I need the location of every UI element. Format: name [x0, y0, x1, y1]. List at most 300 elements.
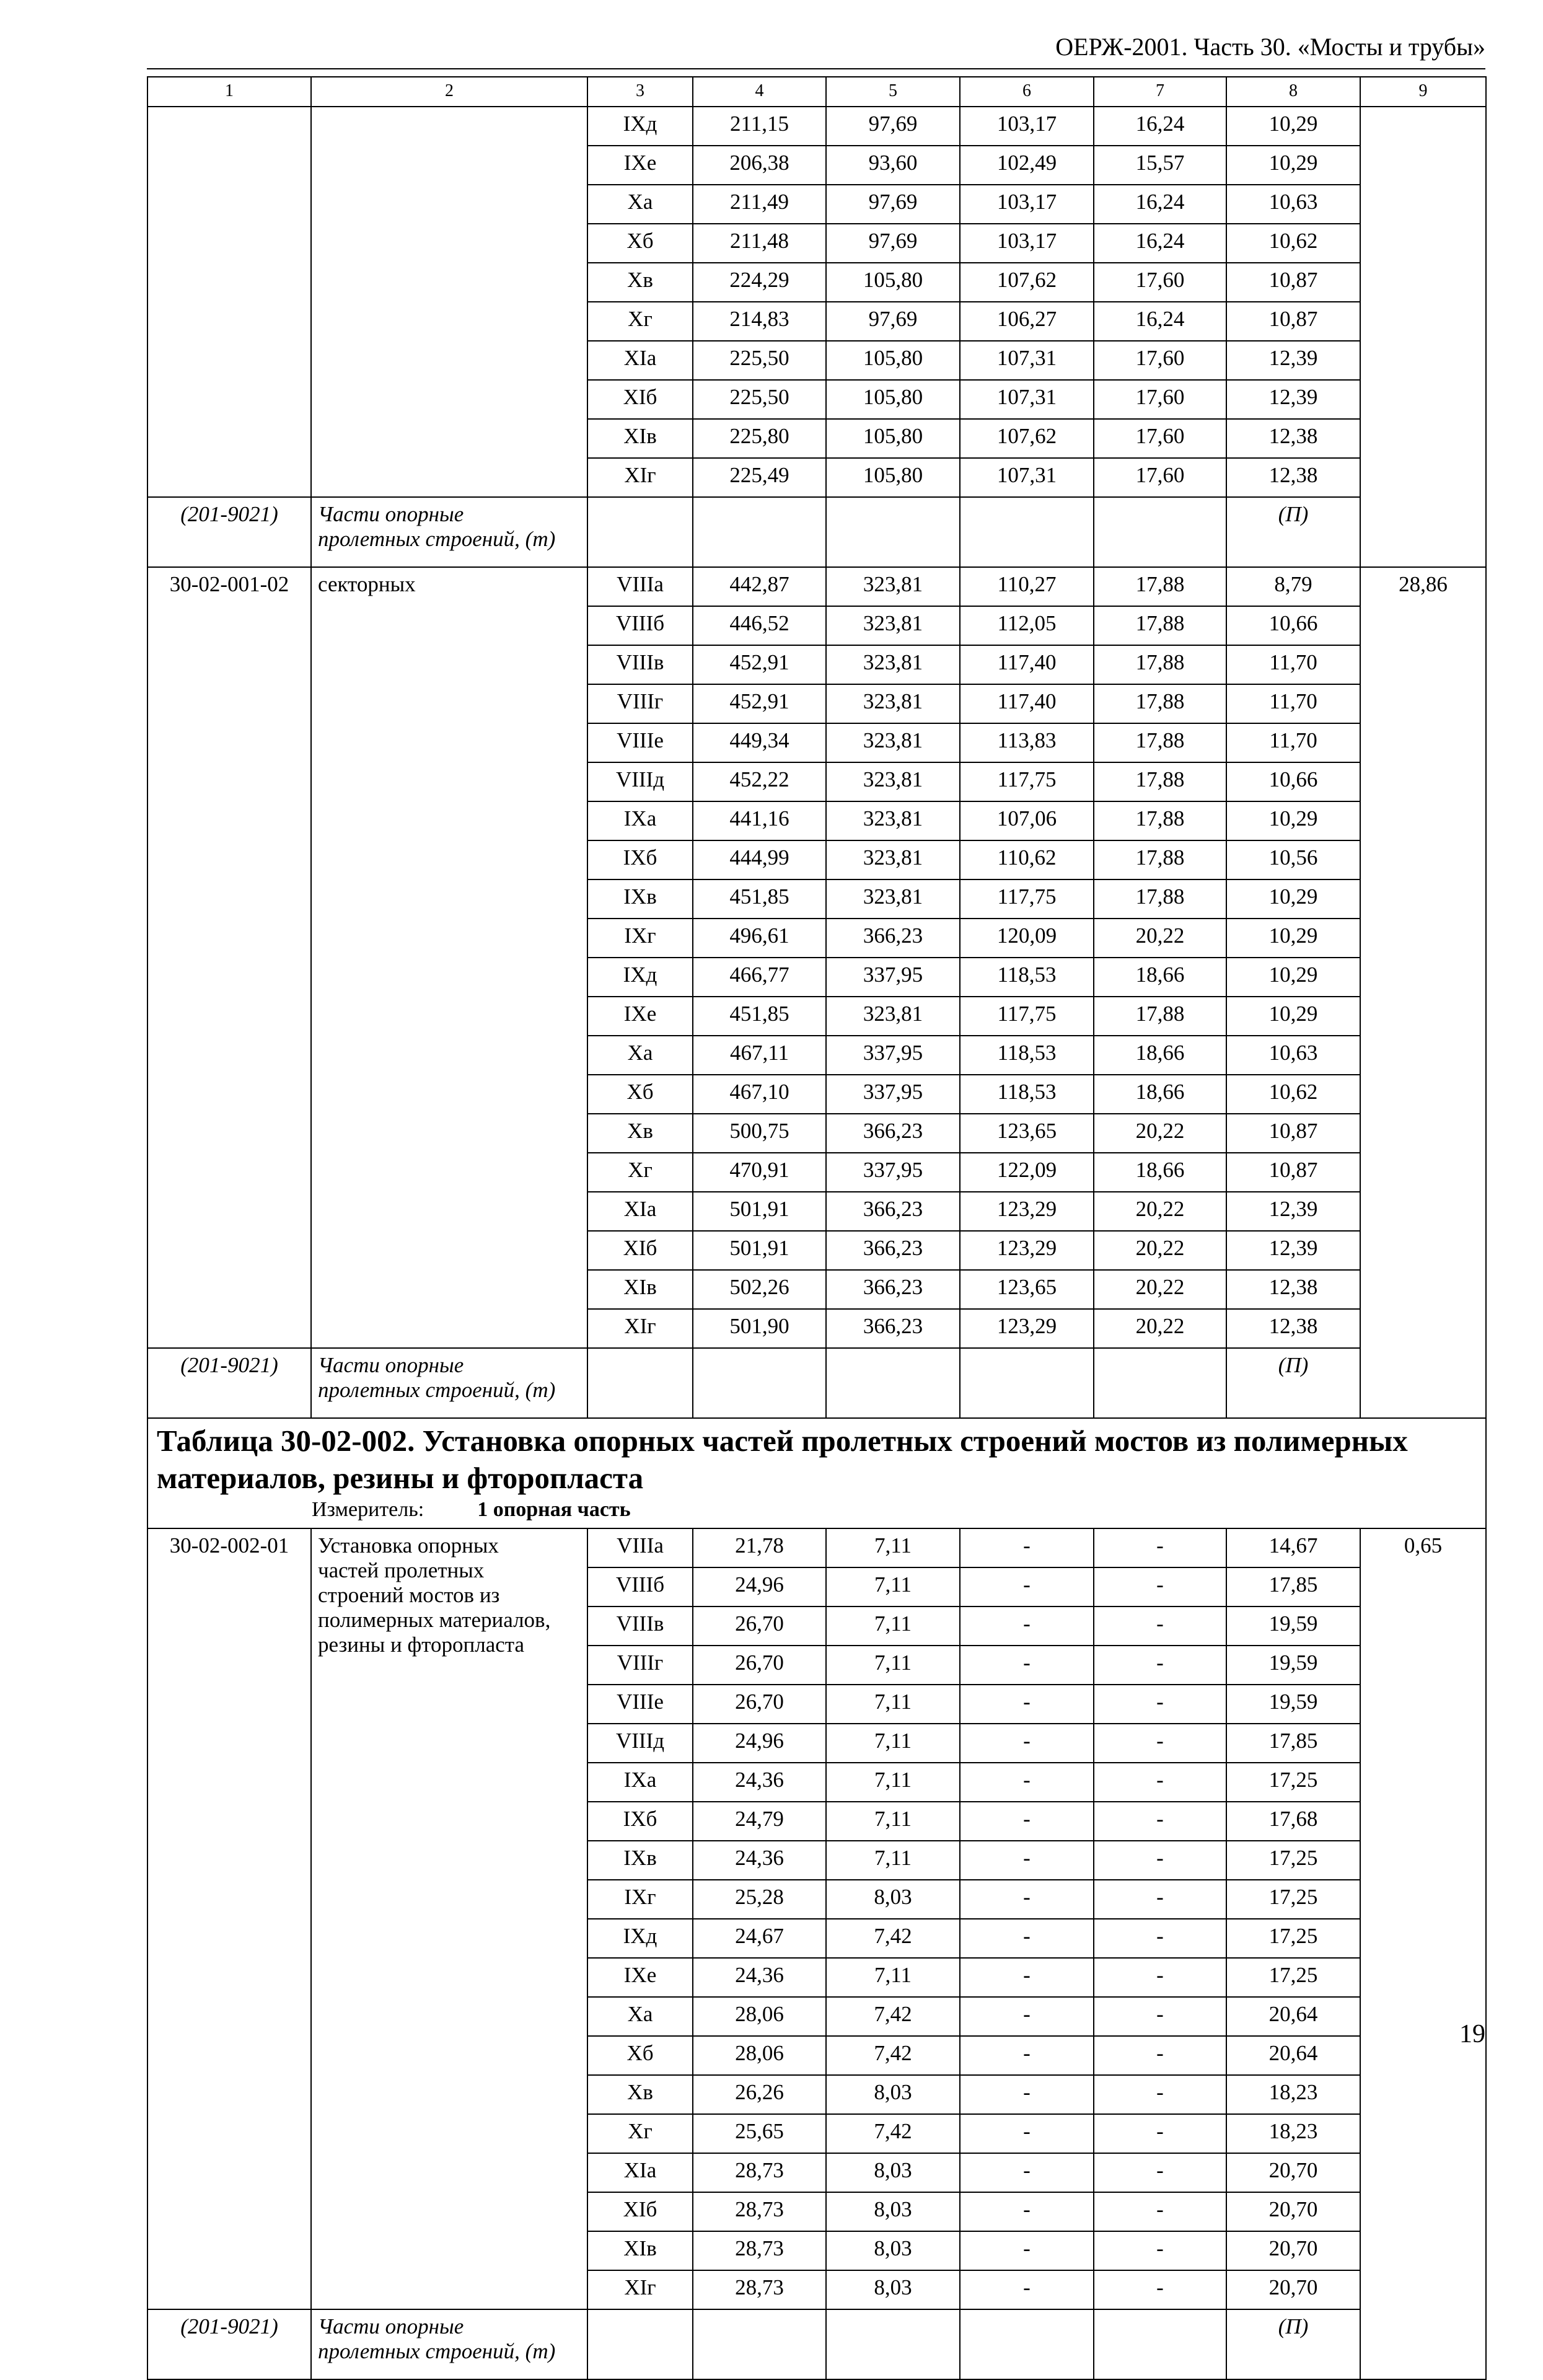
value-cell: 323,81 [826, 840, 960, 879]
footnote-unit-text: (П) [1278, 2314, 1309, 2338]
zone-cell: IXб [587, 1802, 693, 1841]
value-cell: 17,60 [1094, 419, 1226, 458]
labor-cost [1360, 567, 1486, 1418]
zone-cell: IXг [587, 919, 693, 958]
value-cell: 113,83 [960, 723, 1094, 762]
value-cell: 501,90 [693, 1309, 826, 1348]
value-cell: 18,66 [1094, 1036, 1226, 1075]
value-cell: - [960, 1724, 1094, 1763]
value-cell: 19,59 [1226, 1646, 1360, 1685]
zone-cell: IXе [587, 1958, 693, 1997]
value-cell: 12,39 [1226, 1192, 1360, 1231]
footnote-material-line: Части опорные [318, 2314, 464, 2338]
value-cell: 467,10 [693, 1075, 826, 1114]
value-cell: 25,28 [693, 1880, 826, 1919]
value-cell: 225,49 [693, 458, 826, 497]
value-cell: 366,23 [826, 1192, 960, 1231]
value-cell: 7,11 [826, 1724, 960, 1763]
value-cell: 10,29 [1226, 107, 1360, 146]
value-cell: 97,69 [826, 224, 960, 263]
value-cell: - [960, 1685, 1094, 1724]
value-cell: 117,75 [960, 762, 1094, 801]
value-cell: - [960, 1646, 1094, 1685]
value-cell: 323,81 [826, 801, 960, 840]
value-cell: 7,11 [826, 1567, 960, 1606]
zone-cell: XIб [587, 380, 693, 419]
value-cell: 323,81 [826, 762, 960, 801]
value-cell: 18,66 [1094, 958, 1226, 997]
zone-cell: VIIIг [587, 1646, 693, 1685]
value-cell: 10,66 [1226, 762, 1360, 801]
zone-cell: Xв [587, 263, 693, 302]
value-cell: 16,24 [1094, 224, 1226, 263]
zone-cell: Xв [587, 1114, 693, 1153]
value-cell: 225,50 [693, 380, 826, 419]
zone-cell: IXд [587, 958, 693, 997]
value-cell: 7,11 [826, 1528, 960, 1567]
zone-cell: IXе [587, 146, 693, 185]
value-cell: 18,66 [1094, 1153, 1226, 1192]
value-cell: 26,26 [693, 2075, 826, 2114]
value-cell: 20,22 [1094, 919, 1226, 958]
meter-label: Измеритель: [312, 1498, 424, 1521]
zone-cell: XIб [587, 2192, 693, 2231]
value-cell: 8,03 [826, 2192, 960, 2231]
rate-name-text: секторных [318, 572, 416, 596]
value-cell: - [1094, 1880, 1226, 1919]
zone-cell: Xв [587, 2075, 693, 2114]
value-cell: - [960, 2114, 1094, 2153]
value-cell: 110,62 [960, 840, 1094, 879]
footnote-material [311, 497, 587, 567]
labor-cost-text: 0,65 [1404, 1533, 1443, 1558]
value-cell: 26,70 [693, 1685, 826, 1724]
footnote-material-line: пролетных строений, (т) [318, 2339, 556, 2363]
footnote-material [311, 2309, 587, 2379]
value-cell: 7,11 [826, 1685, 960, 1724]
value-cell: 366,23 [826, 1231, 960, 1270]
value-cell: 366,23 [826, 1114, 960, 1153]
value-cell: 26,70 [693, 1606, 826, 1646]
value-cell: 8,03 [826, 1880, 960, 1919]
empty-cell [693, 1348, 826, 1418]
value-cell: 337,95 [826, 1036, 960, 1075]
table-title: Таблица 30-02-002. Установка опорных частей пролетных строений мостов из полимерных материалов, резины и фторопласта [157, 1424, 1408, 1495]
meter-line [157, 1497, 1477, 1523]
value-cell: 501,91 [693, 1192, 826, 1231]
value-cell: - [1094, 1802, 1226, 1841]
value-cell: 105,80 [826, 380, 960, 419]
footnote-row [147, 497, 1486, 567]
value-cell: - [1094, 1724, 1226, 1763]
footnote-code [147, 497, 311, 567]
value-cell: 105,80 [826, 458, 960, 497]
value-cell: 26,70 [693, 1646, 826, 1685]
value-cell: - [960, 2153, 1094, 2192]
header-rule [147, 68, 1485, 69]
value-cell: 123,65 [960, 1270, 1094, 1309]
value-cell: 10,87 [1226, 1114, 1360, 1153]
value-cell: 8,79 [1226, 567, 1360, 606]
rate-name-line: резины и фторопласта [318, 1633, 525, 1657]
value-cell: - [1094, 2114, 1226, 2153]
value-cell: 28,73 [693, 2192, 826, 2231]
value-cell: 17,88 [1094, 723, 1226, 762]
column-number: 1 [147, 77, 311, 107]
zone-cell: XIв [587, 1270, 693, 1309]
rate-code [147, 107, 311, 497]
value-cell: 103,17 [960, 107, 1094, 146]
value-cell: 20,22 [1094, 1231, 1226, 1270]
zone-cell: XIв [587, 419, 693, 458]
value-cell: 10,29 [1226, 958, 1360, 997]
value-cell: 28,06 [693, 1997, 826, 2036]
value-cell: 18,66 [1094, 1075, 1226, 1114]
value-cell: 337,95 [826, 958, 960, 997]
labor-cost-text: 28,86 [1399, 572, 1448, 596]
value-cell: 28,73 [693, 2153, 826, 2192]
footnote-code [147, 2309, 311, 2379]
value-cell: 366,23 [826, 919, 960, 958]
value-cell: 7,11 [826, 1958, 960, 1997]
labor-cost [1360, 1528, 1486, 2379]
value-cell: 225,80 [693, 419, 826, 458]
value-cell: 20,22 [1094, 1192, 1226, 1231]
zone-cell: Xг [587, 302, 693, 341]
zone-cell: Xг [587, 1153, 693, 1192]
value-cell: 18,23 [1226, 2075, 1360, 2114]
zone-cell: VIIIб [587, 606, 693, 645]
value-cell: - [960, 1763, 1094, 1802]
footnote-material-line: пролетных строений, (т) [318, 527, 556, 551]
value-cell: 123,29 [960, 1309, 1094, 1348]
value-cell: 7,11 [826, 1802, 960, 1841]
value-cell: 323,81 [826, 879, 960, 919]
value-cell: 24,36 [693, 1841, 826, 1880]
table-row [147, 1528, 1486, 1567]
value-cell: 7,42 [826, 1919, 960, 1958]
value-cell: 107,31 [960, 458, 1094, 497]
footnote-unit-text: (П) [1278, 1353, 1309, 1377]
value-cell: - [1094, 2270, 1226, 2309]
value-cell: 502,26 [693, 1270, 826, 1309]
value-cell: 10,29 [1226, 997, 1360, 1036]
empty-cell [587, 2309, 693, 2379]
zone-cell: XIв [587, 2231, 693, 2270]
value-cell: 17,85 [1226, 1724, 1360, 1763]
value-cell: 12,38 [1226, 419, 1360, 458]
value-cell: 93,60 [826, 146, 960, 185]
value-cell: 451,85 [693, 879, 826, 919]
value-cell: 102,49 [960, 146, 1094, 185]
column-number: 5 [826, 77, 960, 107]
zone-cell: Xб [587, 2036, 693, 2075]
rate-name [311, 567, 587, 1348]
value-cell: 107,31 [960, 341, 1094, 380]
value-cell: 16,24 [1094, 302, 1226, 341]
value-cell: - [1094, 1997, 1226, 2036]
value-cell: 103,17 [960, 185, 1094, 224]
value-cell: 107,62 [960, 419, 1094, 458]
rate-code-text: 30-02-002-01 [169, 1533, 289, 1558]
value-cell: - [960, 2192, 1094, 2231]
value-cell: 24,96 [693, 1724, 826, 1763]
footnote-material-line: Части опорные [318, 502, 464, 526]
value-cell: 28,06 [693, 2036, 826, 2075]
value-cell: 10,87 [1226, 1153, 1360, 1192]
zone-cell: IXе [587, 997, 693, 1036]
value-cell: 20,22 [1094, 1114, 1226, 1153]
value-cell: 12,39 [1226, 1231, 1360, 1270]
empty-cell [1094, 2309, 1226, 2379]
value-cell: 20,22 [1094, 1270, 1226, 1309]
value-cell: 10,63 [1226, 1036, 1360, 1075]
zone-cell: XIа [587, 1192, 693, 1231]
value-cell: 20,70 [1226, 2192, 1360, 2231]
value-cell: 441,16 [693, 801, 826, 840]
value-cell: 17,88 [1094, 684, 1226, 723]
footnote-unit [1226, 497, 1360, 567]
value-cell: 14,67 [1226, 1528, 1360, 1567]
column-number: 3 [587, 77, 693, 107]
value-cell: 11,70 [1226, 723, 1360, 762]
value-cell: 12,39 [1226, 341, 1360, 380]
value-cell: 17,25 [1226, 1841, 1360, 1880]
value-cell: 117,40 [960, 684, 1094, 723]
value-cell: 107,06 [960, 801, 1094, 840]
value-cell: 10,29 [1226, 879, 1360, 919]
value-cell: 10,29 [1226, 801, 1360, 840]
value-cell: 106,27 [960, 302, 1094, 341]
value-cell: 323,81 [826, 567, 960, 606]
value-cell: - [960, 2231, 1094, 2270]
zone-cell: Xб [587, 224, 693, 263]
value-cell: - [960, 1997, 1094, 2036]
value-cell: - [1094, 1919, 1226, 1958]
value-cell: 211,48 [693, 224, 826, 263]
value-cell: 500,75 [693, 1114, 826, 1153]
value-cell: 496,61 [693, 919, 826, 958]
value-cell: 452,91 [693, 645, 826, 684]
value-cell: 105,80 [826, 341, 960, 380]
value-cell: 18,23 [1226, 2114, 1360, 2153]
value-cell: 105,80 [826, 263, 960, 302]
column-number: 8 [1226, 77, 1360, 107]
value-cell: 211,49 [693, 185, 826, 224]
value-cell: 105,80 [826, 419, 960, 458]
empty-cell [826, 497, 960, 567]
value-cell: 25,65 [693, 2114, 826, 2153]
zone-cell: Xг [587, 2114, 693, 2153]
zone-cell: IXв [587, 879, 693, 919]
value-cell: 28,73 [693, 2231, 826, 2270]
empty-cell [1094, 1348, 1226, 1418]
value-cell: 442,87 [693, 567, 826, 606]
empty-cell [1094, 497, 1226, 567]
value-cell: 17,60 [1094, 380, 1226, 419]
value-cell: 8,03 [826, 2231, 960, 2270]
footnote-code-text: (201-9021) [180, 1353, 278, 1377]
value-cell: - [960, 1802, 1094, 1841]
value-cell: 110,27 [960, 567, 1094, 606]
value-cell: 17,88 [1094, 801, 1226, 840]
value-cell: 366,23 [826, 1309, 960, 1348]
value-cell: 20,70 [1226, 2231, 1360, 2270]
zone-cell: IXа [587, 801, 693, 840]
column-number: 9 [1360, 77, 1486, 107]
value-cell: - [960, 1958, 1094, 1997]
value-cell: 97,69 [826, 302, 960, 341]
value-cell: - [960, 1567, 1094, 1606]
zone-cell: VIIIд [587, 762, 693, 801]
value-cell: 10,56 [1226, 840, 1360, 879]
table-row [147, 107, 1486, 146]
footnote-row [147, 1348, 1486, 1418]
rate-name-line: строений мостов из [318, 1583, 500, 1607]
value-cell: - [1094, 2036, 1226, 2075]
page-number: 19 [1459, 2020, 1485, 2048]
value-cell: 323,81 [826, 606, 960, 645]
zone-cell: XIа [587, 2153, 693, 2192]
zone-cell: Xб [587, 1075, 693, 1114]
value-cell: 17,88 [1094, 606, 1226, 645]
value-cell: 117,40 [960, 645, 1094, 684]
value-cell: - [960, 1841, 1094, 1880]
value-cell: 17,88 [1094, 567, 1226, 606]
value-cell: - [1094, 2075, 1226, 2114]
value-cell: 7,42 [826, 1997, 960, 2036]
zone-cell: IXа [587, 1763, 693, 1802]
value-cell: 16,24 [1094, 185, 1226, 224]
value-cell: 123,29 [960, 1192, 1094, 1231]
column-number: 2 [311, 77, 587, 107]
value-cell: 10,63 [1226, 185, 1360, 224]
value-cell: 10,66 [1226, 606, 1360, 645]
value-cell: - [1094, 1606, 1226, 1646]
footnote-unit [1226, 1348, 1360, 1418]
value-cell: 17,88 [1094, 645, 1226, 684]
value-cell: 444,99 [693, 840, 826, 879]
value-cell: 452,91 [693, 684, 826, 723]
value-cell: 10,87 [1226, 263, 1360, 302]
value-cell: - [1094, 2192, 1226, 2231]
value-cell: 452,22 [693, 762, 826, 801]
value-cell: - [1094, 1567, 1226, 1606]
value-cell: 17,88 [1094, 879, 1226, 919]
value-cell: 20,64 [1226, 1997, 1360, 2036]
footnote-unit-text: (П) [1278, 502, 1309, 526]
zone-cell: VIIIг [587, 684, 693, 723]
zone-cell: IXв [587, 1841, 693, 1880]
value-cell: 28,73 [693, 2270, 826, 2309]
value-cell: 446,52 [693, 606, 826, 645]
value-cell: 10,62 [1226, 1075, 1360, 1114]
zone-cell: XIг [587, 2270, 693, 2309]
rate-code [147, 567, 311, 1348]
page-header: ОЕРЖ-2001. Часть 30. «Мосты и трубы» [1055, 33, 1485, 61]
value-cell: 117,75 [960, 997, 1094, 1036]
meter-value: 1 опорная часть [477, 1498, 631, 1521]
table-row [147, 567, 1486, 606]
value-cell: 501,91 [693, 1231, 826, 1270]
footnote-material [311, 1348, 587, 1418]
value-cell: 224,29 [693, 263, 826, 302]
zone-cell: IXд [587, 107, 693, 146]
value-cell: 470,91 [693, 1153, 826, 1192]
value-cell: 24,36 [693, 1763, 826, 1802]
value-cell: 117,75 [960, 879, 1094, 919]
value-cell: 97,69 [826, 185, 960, 224]
value-cell: 12,38 [1226, 1309, 1360, 1348]
value-cell: - [1094, 1763, 1226, 1802]
value-cell: 449,34 [693, 723, 826, 762]
empty-cell [826, 1348, 960, 1418]
zone-cell: XIг [587, 458, 693, 497]
value-cell: 123,29 [960, 1231, 1094, 1270]
value-cell: 7,42 [826, 2036, 960, 2075]
value-cell: 20,70 [1226, 2153, 1360, 2192]
value-cell: 19,59 [1226, 1606, 1360, 1646]
value-cell: 107,31 [960, 380, 1094, 419]
value-cell: - [960, 2270, 1094, 2309]
value-cell: - [960, 2075, 1094, 2114]
zone-cell: XIб [587, 1231, 693, 1270]
column-number: 7 [1094, 77, 1226, 107]
value-cell: - [960, 1880, 1094, 1919]
value-cell: 118,53 [960, 1036, 1094, 1075]
column-number: 4 [693, 77, 826, 107]
value-cell: 467,11 [693, 1036, 826, 1075]
value-cell: 214,83 [693, 302, 826, 341]
value-cell: 15,57 [1094, 146, 1226, 185]
value-cell: 10,29 [1226, 919, 1360, 958]
value-cell: - [1094, 1685, 1226, 1724]
rate-name-line: полимерных материалов, [318, 1608, 551, 1632]
value-cell: - [1094, 1841, 1226, 1880]
value-cell: - [1094, 1528, 1226, 1567]
value-cell: 17,25 [1226, 1919, 1360, 1958]
value-cell: 8,03 [826, 2270, 960, 2309]
empty-cell [693, 2309, 826, 2379]
value-cell: 8,03 [826, 2075, 960, 2114]
value-cell: 337,95 [826, 1153, 960, 1192]
value-cell: 12,39 [1226, 380, 1360, 419]
value-cell: 10,29 [1226, 146, 1360, 185]
labor-cost [1360, 107, 1486, 567]
zone-cell: Xа [587, 1036, 693, 1075]
footnote-unit [1226, 2309, 1360, 2379]
zone-cell: IXг [587, 1880, 693, 1919]
value-cell: 107,62 [960, 263, 1094, 302]
value-cell: 323,81 [826, 723, 960, 762]
value-cell: - [960, 2036, 1094, 2075]
value-cell: 17,25 [1226, 1880, 1360, 1919]
column-number: 6 [960, 77, 1094, 107]
value-cell: - [1094, 2153, 1226, 2192]
zone-cell: VIIIв [587, 1606, 693, 1646]
empty-cell [693, 497, 826, 567]
value-cell: 17,60 [1094, 263, 1226, 302]
value-cell: 10,87 [1226, 302, 1360, 341]
value-cell: 206,38 [693, 146, 826, 185]
value-cell: 12,38 [1226, 1270, 1360, 1309]
footnote-material-line: пролетных строений, (т) [318, 1378, 556, 1402]
rate-code [147, 1528, 311, 2309]
value-cell: 16,24 [1094, 107, 1226, 146]
zone-cell: Xа [587, 1997, 693, 2036]
footnote-material-line: Части опорные [318, 1353, 464, 1377]
rate-name [311, 1528, 587, 2309]
